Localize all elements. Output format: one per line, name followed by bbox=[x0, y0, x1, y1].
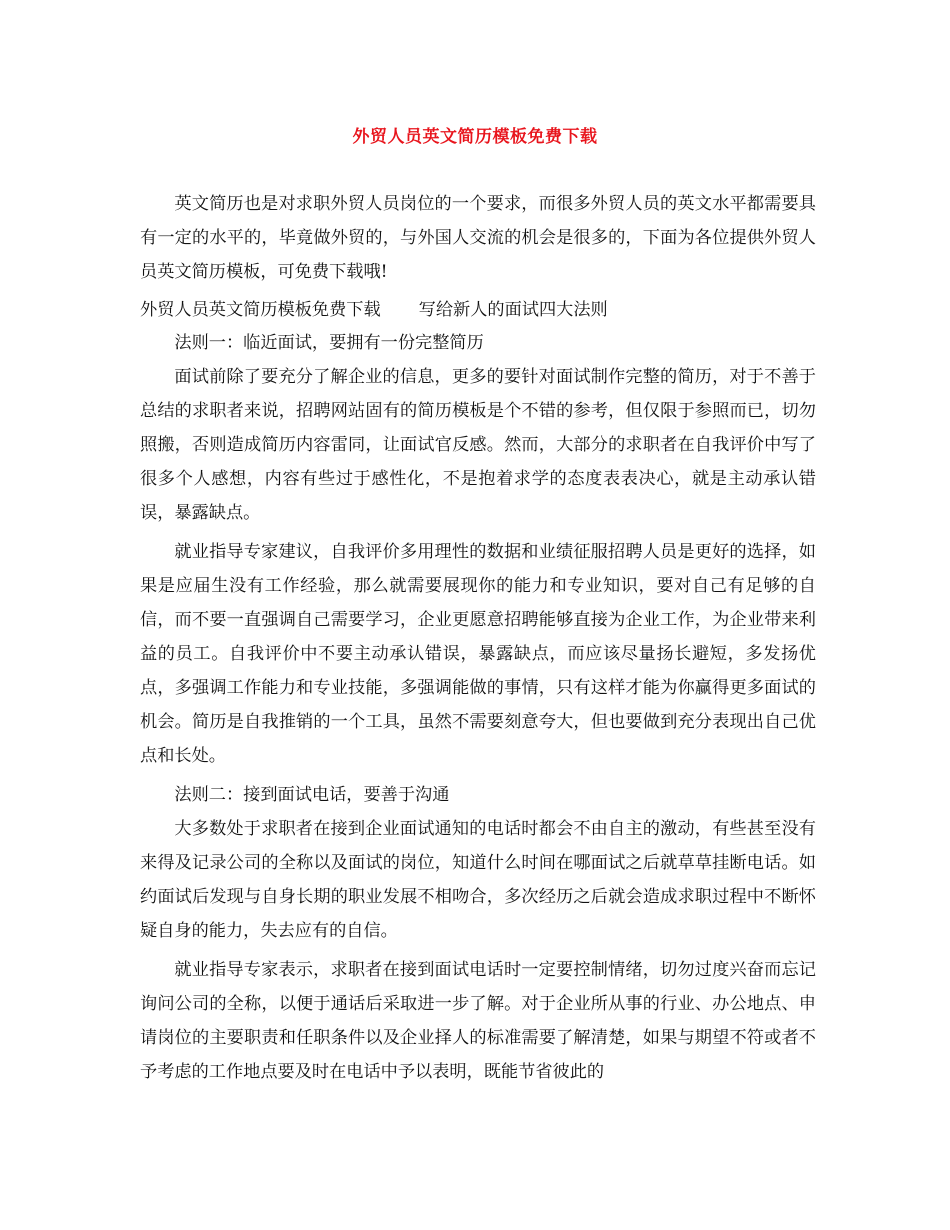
rule1-paragraph-2: 就业指导专家建议，自我评价多用理性的数据和业绩征服招聘人员是更好的选择，如果是应届生没有工作经验，那么就需要展现你的能力和专业知识，要对自己有足够的自信，而不要一直强调自己需要学习，企业更愿意招聘能够直接为企业工作，为企业带来利益的员工。自我评价中不要主动承认错误，暴露缺点，而应该尽量扬长避短，多发扬优点，多强调工作能力和专业技能，多强调能做的事情，只有这样才能为你赢得更多面试的机会。简历是自我推销的一个工具，虽然不需要刻意夸大，但也要做到充分表现出自己优点和长处。 bbox=[140, 542, 816, 766]
rule1-paragraph-1: 面试前除了要充分了解企业的信息，更多的要针对面试制作完整的简历，对于不善于总结的求职者来说，招聘网站固有的简历模板是个不错的参考，但仅限于参照而已，切勿照搬，否则造成简历内容雷同，让面试官反感。然而，大部分的求职者在自我评价中写了很多个人感想，内容有些过于感性化，不是抱着求学的态度表表决心，就是主动承认错误，暴露缺点。 bbox=[140, 367, 816, 523]
intro-paragraph: 英文简历也是对求职外贸人员岗位的一个要求，而很多外贸人员的英文水平都需要具有一定的水平的，毕竟做外贸的，与外国人交流的机会是很多的，下面为各位提供外贸人员英文简历模板，可免费下载哦! bbox=[140, 194, 816, 282]
document-title: 外贸人员英文简历模板免费下载 bbox=[352, 127, 598, 147]
rule2-paragraph-1: 大多数处于求职者在接到企业面试通知的电话时都会不由自主的激动，有些甚至没有来得及记录公司的全称以及面试的岗位，知道什么时间在哪面试之后就草草挂断电话。如约面试后发现与自身长期的职业发展不相吻合，多次经历之后就会造成求职过程中不断怀疑自身的能力，失去应有的自信。 bbox=[140, 819, 816, 941]
subtitle-right: 写给新人的面试四大法则 bbox=[418, 300, 608, 320]
subtitle-line bbox=[140, 294, 816, 326]
rule2-paragraph-2: 就业指导专家表示，求职者在接到面试电话时一定要控制情绪，切勿过度兴奋而忘记询问公司的全称，以便于通话后采取进一步了解。对于企业所从事的行业、办公地点、申请岗位的主要职责和任职条件以及企业择人的标准需要了解清楚，如果与期望不符或者不予考虑的工作地点要及时在电话中予以表明，既能节省彼此的 bbox=[140, 960, 816, 1082]
rule1-heading: 法则一：临近面试，要拥有一份完整简历 bbox=[174, 333, 484, 353]
document-body bbox=[140, 187, 816, 1094]
rule2-heading: 法则二：接到面试电话，要善于沟通 bbox=[174, 785, 450, 805]
subtitle-left: 外贸人员英文简历模板免费下载 bbox=[140, 300, 381, 320]
